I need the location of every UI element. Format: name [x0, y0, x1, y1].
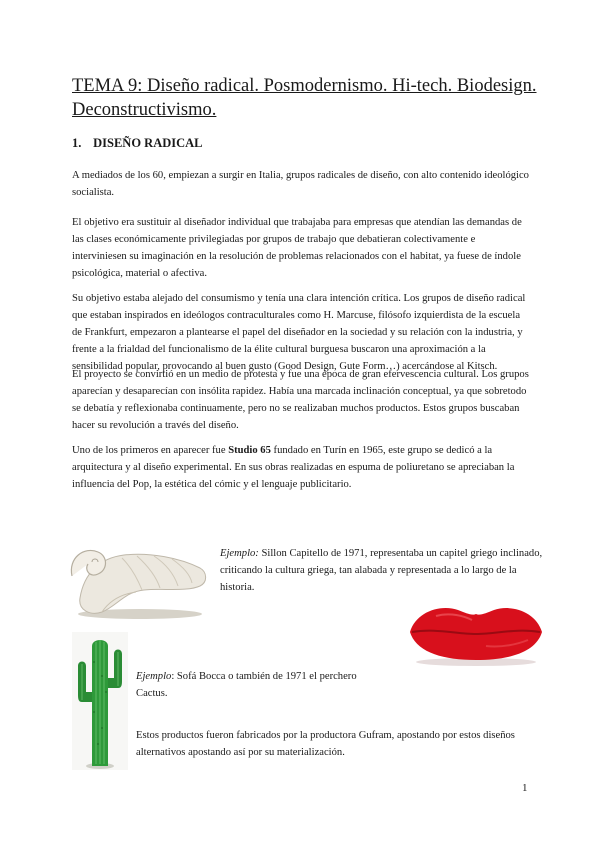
- paragraph-consumerism: Su objetivo estaba alejado del consumismo y tenía una clara intención crítica. Los grupos de diseño radical que estaban inspirados en ideólogos contraculturales como H. Marcuse, filósofo izquierdista de la escuela de Frankfurt, empezaron a plantearse el papel del diseñador en la sociedad y su relación con la industria, y frente a la frialdad del funcionalismo de la élite cultural burguesa buscaron una aproximación a la sensibilidad popular, provocando al buen gusto (Good Design, Gute Form…) acercándose al Kitsch.: [72, 293, 526, 372]
- paragraph-protest: El proyecto se convirtió en un medio de protesta y fue una época de gran efervescencia cultural. Los grupos aparecían y desaparecían con insólita rapidez. Había una marcada inclinación conceptual, ya que sobretodo se debatía y reflexionaba continuamente, pero no se realizaban muchos productos. Estos grupos buscaban hacer su revolución a través del diseño.: [72, 369, 529, 431]
- bocca-caption-text: : Sofá Bocca o también de 1971 el perchero Cactus.: [136, 671, 357, 699]
- capitello-caption-text: Sillon Capitello de 1971, representaba un capitel griego inclinado, criticando la cultura griega, tan alabada y representada a lo largo de la historia.: [220, 548, 543, 593]
- document-title: TEMA 9: Diseño radical. Posmodernismo. Hi-tech. Biodesign. Deconstructivismo.: [72, 76, 537, 120]
- paragraph-objective: El objetivo era sustituir al diseñador individual que trabajaba para empresas que atendían las demandas de las clases económicamente privilegiadas por grupos de trabajo que debatieran colectivamente e interviniesen su imaginación en la resolución de problemas relacionados con el habitat, ya fuese de índole psicológica, material o afectiva.: [72, 217, 522, 279]
- bocca-caption: [136, 668, 366, 702]
- gufram-paragraph: Estos productos fueron fabricados por la productora Gufram, apostando por estos diseños alternativos apostando así por su materialización.: [136, 730, 515, 758]
- cactus-coat-stand-image: [72, 632, 128, 770]
- capitello-caption: [220, 545, 550, 596]
- section-number: 1.: [72, 136, 82, 150]
- section-title: DISEÑO RADICAL: [93, 136, 203, 150]
- capitello-chair-image: [62, 528, 212, 620]
- page-number: 1: [522, 782, 528, 794]
- paragraph-intro: A mediados de los 60, empiezan a surgir en Italia, grupos radicales de diseño, con alto contenido ideológico socialista.: [72, 170, 529, 198]
- capitello-caption-label: Ejemplo:: [220, 548, 259, 559]
- bocca-caption-label: Ejemplo: [136, 671, 172, 682]
- studio65-text-before: Uno de los primeros en aparecer fue: [72, 445, 229, 456]
- bocca-sofa-image: [406, 594, 546, 668]
- paragraph-studio65: [72, 442, 532, 493]
- section-heading: [72, 136, 203, 151]
- studio65-bold: Studio 65: [228, 445, 271, 456]
- studio65-text-after: fundado en Turín en 1965, este grupo se dedicó a la arquitectura y al diseño experimental. En sus obras realizadas en espuma de poliuretano se apreciaban la influencia del Pop, la estética del cómic y el lenguaje publicitario.: [72, 445, 515, 490]
